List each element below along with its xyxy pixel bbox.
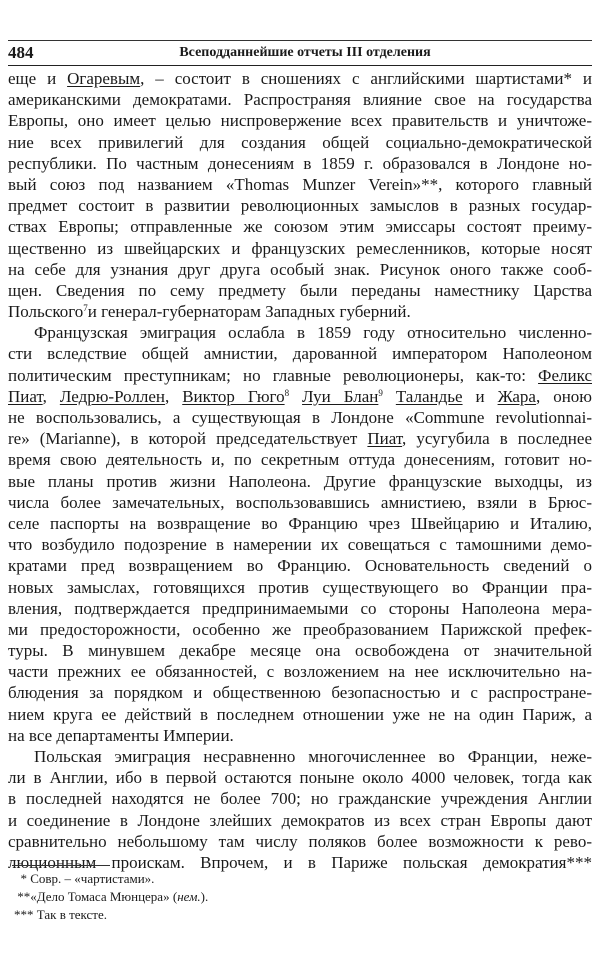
- text-line: [8, 513, 592, 534]
- text-segment: ли в Англии, ибо в первой остаются поныне около 4000 человек, тогда как: [8, 768, 592, 788]
- text-segment: [383, 387, 396, 406]
- note-reference: 8: [284, 387, 290, 398]
- text-segment: Польского: [8, 302, 84, 322]
- underlined-name: Пиат: [367, 429, 403, 449]
- text-segment: re» (Marianne), в которой председательствует: [8, 429, 368, 449]
- text-line: [8, 788, 592, 809]
- text-segment: щен. Сведения по сему предмету были переданы наместнику Царства: [8, 280, 592, 300]
- text-segment: ,: [165, 386, 183, 406]
- text-segment: Европы, оно имеет целью ниспровержение всех правительств и уничтоже-: [8, 111, 592, 131]
- text-segment: и: [462, 386, 498, 406]
- text-segment: сти вследствие общей амнистии, дарованной императором Наполеоном: [8, 344, 592, 364]
- text-line: [8, 174, 592, 195]
- text-segment: ние всех привилегий для создания общей социально-демократической: [8, 132, 592, 152]
- header-bottom-rule: [8, 65, 592, 66]
- text-line: [8, 555, 592, 576]
- page-number: 484: [8, 43, 34, 62]
- text-segment: на себе для узнания друг друга особый знак. Рисунок оного также сооб-: [8, 259, 592, 279]
- text-segment: новых замыслах, готовящихся против существующего во Франции пра-: [8, 577, 592, 597]
- text-line: [8, 407, 592, 428]
- text-line: [8, 386, 592, 407]
- text-segment: не воспользовались, а существующая в Лондоне «Commune revolutionnai-: [8, 408, 592, 427]
- note-reference: 9: [378, 387, 383, 398]
- text-segment: что возбудило подозрение в намерении их совещаться с тамошними демо-: [8, 535, 592, 555]
- text-segment: нием круга ее действий в последнем отношении уже не на один Париж, а: [8, 704, 592, 724]
- header-top-rule: [8, 40, 592, 41]
- text-line: [8, 725, 592, 746]
- text-line: [8, 153, 592, 174]
- text-segment: , – состоит в сношениях с английскими шартистами* и: [140, 69, 593, 88]
- text-segment: числа более замечательных, воспользовавшись амнистиею, взяли в Брюс-: [8, 492, 592, 512]
- text-segment: политическим преступникам; но главные революционеры, как-то:: [8, 365, 539, 385]
- text-line: [8, 110, 592, 131]
- text-segment: кратами пред возвращением во Францию. Основательность сведений о: [8, 556, 592, 576]
- text-segment: ствах Европы; отправленные же союзом этим эмиссары состоят преиму-: [8, 217, 592, 237]
- footnote-mark: *: [14, 871, 31, 886]
- text-line: [8, 280, 592, 301]
- text-segment: сравнительно небольшому там числу поляков более возможности к рево-: [8, 831, 592, 851]
- text-segment: селе паспорты на возвращение во Францию чрез Швейцарию и Италию,: [8, 513, 592, 533]
- text-line: [8, 428, 592, 449]
- text-segment: время свою деятельность и, по секретным оттуда донесениям, готовит но-: [8, 450, 592, 470]
- text-line: [8, 365, 592, 386]
- text-line: [8, 661, 592, 682]
- text-line: [8, 216, 592, 237]
- text-segment: щественно из швейцарских и французских ремесленников, которые носят: [8, 238, 592, 258]
- text-line: [8, 492, 592, 513]
- text-segment: Французская эмиграция ослабла в 1859 году относительно численно-: [34, 323, 592, 343]
- text-line: [8, 322, 592, 343]
- footnote-mark: ***: [14, 907, 37, 922]
- footnote-tail: ).: [200, 889, 209, 904]
- underlined-name: Виктор Гюго: [182, 386, 285, 406]
- text-segment: предмет состоит в развитии революционных замыслов в разных государ-: [8, 196, 592, 216]
- text-segment: вый союз под названием «Thomas Munzer Verein»**, которого главный: [8, 174, 592, 194]
- footnote-1: [14, 870, 208, 888]
- text-segment: Польская эмиграция несравненно многочисленнее во Франции, неже-: [34, 747, 592, 766]
- text-line: [8, 471, 592, 492]
- text-segment: вления, подтверждается предпринимаемыми со стороны Наполеона мера-: [8, 598, 592, 618]
- text-segment: части прежних ее обязанностей, с возложением на нее исключительно на-: [8, 662, 592, 682]
- text-line: [8, 301, 592, 322]
- underlined-name: Луи Блан: [302, 386, 379, 406]
- footnote-mark: **: [14, 889, 31, 904]
- underlined-name: Ледрю-Роллен: [59, 386, 166, 406]
- text-line: [8, 89, 592, 110]
- footnotes: [14, 870, 208, 924]
- text-line: [8, 598, 592, 619]
- text-segment: республики. По частным донесениям в 1859 г. образовался в Лондоне но-: [8, 153, 592, 173]
- text-segment: , оною: [535, 386, 592, 406]
- text-line: [8, 810, 592, 831]
- text-line: [8, 259, 592, 280]
- footnote-3: [14, 906, 208, 924]
- text-segment: в последней находятся не более 700; но гражданские учреждения Англии: [8, 789, 592, 809]
- footnote-text: Так в тексте.: [36, 907, 108, 922]
- text-line: [8, 132, 592, 153]
- text-line: [8, 640, 592, 661]
- body-text: [8, 68, 592, 873]
- footnote-text: «Дело Томаса Мюнцера»: [30, 889, 173, 904]
- text-segment: еще и: [8, 69, 68, 88]
- text-segment: туры. В минувшем декабре месяце она освобождена от значительной: [8, 641, 592, 661]
- text-line: [8, 577, 592, 598]
- text-segment: блюдения за порядком и общественною безопасностью и с распростране-: [8, 683, 592, 703]
- text-line: [8, 534, 592, 555]
- text-line: [8, 704, 592, 725]
- note-reference: 7: [83, 303, 88, 314]
- text-line: [8, 831, 592, 852]
- text-line: [8, 68, 592, 89]
- underlined-name: Огаревым: [67, 69, 141, 88]
- text-line: [8, 619, 592, 640]
- text-line: [8, 682, 592, 703]
- footnote-abbrev: нем.: [177, 889, 201, 904]
- text-segment: люционным проискам. Впрочем, и в Париже польская демократия***: [8, 852, 592, 872]
- text-segment: и генерал-губернаторам Западных губерний.: [87, 302, 411, 322]
- underlined-name: Пиат: [8, 386, 43, 406]
- text-line: [8, 449, 592, 470]
- text-segment: , усугубила в последнее: [402, 429, 592, 449]
- footnote-text: Совр. – «чартистами».: [30, 871, 155, 886]
- text-segment: ми предосторожности, особенно же преобразованием Парижской префек-: [8, 619, 592, 639]
- text-line: [8, 767, 592, 788]
- text-line: [8, 746, 592, 767]
- text-segment: и соединение в Лондоне злейших демократов из всех стран Европы дают: [8, 810, 592, 830]
- text-segment: [289, 387, 302, 406]
- text-segment: вые планы против жизни Наполеона. Другие французские выходцы, из: [8, 471, 592, 491]
- text-line: [8, 343, 592, 364]
- underlined-name: Жара: [497, 386, 536, 406]
- text-line: [8, 195, 592, 216]
- text-segment: на все департаменты Империи.: [8, 725, 234, 745]
- underlined-name: Таландье: [395, 386, 463, 406]
- footnote-2: **«Дело Томаса Мюнцера» (нем.).: [14, 889, 209, 904]
- text-line: [8, 238, 592, 259]
- underlined-name: Феликс: [538, 365, 592, 385]
- running-title: Всеподданнейшие отчеты III отделения: [179, 45, 431, 60]
- text-segment: ,: [42, 386, 60, 406]
- footnote-separator: [12, 865, 110, 866]
- text-segment: американскими демократами. Распространяя влияние свое на государства: [8, 90, 592, 110]
